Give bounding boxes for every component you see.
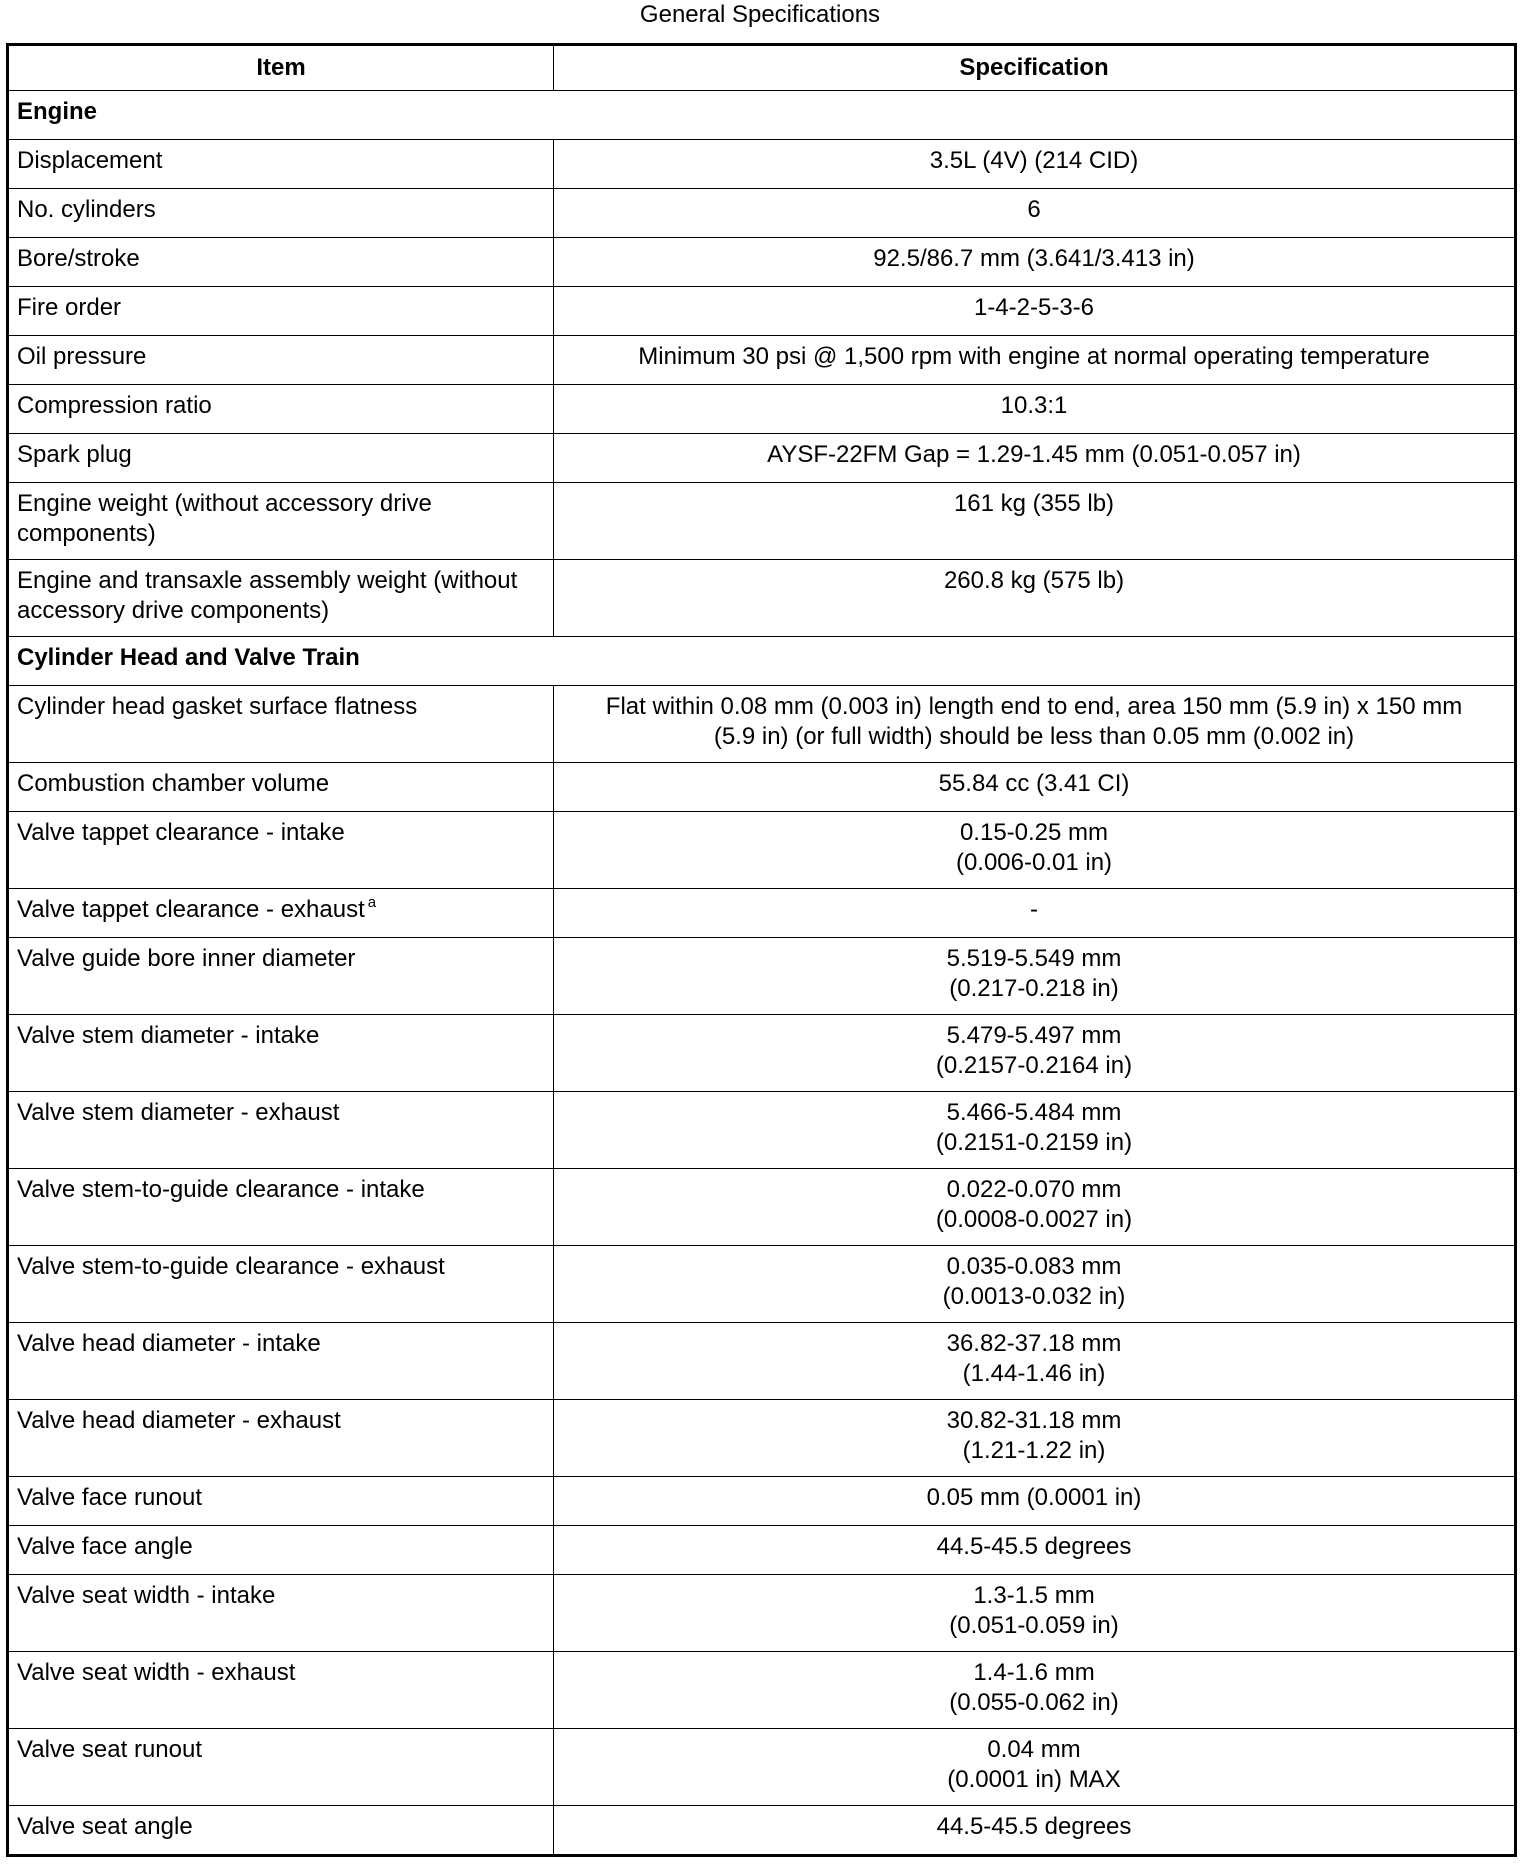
item-text — [17, 489, 545, 519]
table-row — [8, 1400, 1516, 1477]
table-row — [8, 1015, 1516, 1092]
item-text — [17, 1252, 545, 1282]
table-row — [8, 1323, 1516, 1400]
table-row — [8, 1246, 1516, 1323]
specification-text: 161 kg (355 lb) — [953, 490, 1115, 517]
item-cell — [8, 938, 554, 1015]
specification-cell — [554, 889, 1516, 938]
specification-text: (0.0001 in) MAX — [947, 1766, 1121, 1793]
specification-text: 1-4-2-5-3-6 — [973, 294, 1095, 321]
table-row — [8, 140, 1516, 189]
specification-text: (0.055-0.062 in) — [949, 1689, 1119, 1716]
specification-text: 1.4-1.6 mm — [973, 1659, 1095, 1686]
item-text-line: Valve stem diameter - intake — [17, 1022, 320, 1049]
item-text — [17, 895, 545, 925]
specification-text: (0.2151-0.2159 in) — [935, 1129, 1133, 1156]
specification-cell — [554, 336, 1516, 385]
item-text — [17, 1098, 545, 1128]
item-text — [17, 1532, 545, 1562]
specification-text: Flat within 0.08 mm (0.003 in) length end to end, area 150 mm (5.9 in) x 150 mm — [605, 693, 1463, 720]
section-heading: Engine — [8, 91, 1516, 140]
item-text — [17, 944, 545, 974]
table-row — [8, 812, 1516, 889]
table-body — [8, 91, 1516, 1856]
specification-cell — [554, 189, 1516, 238]
specification-text: 0.05 mm (0.0001 in) — [926, 1484, 1142, 1511]
item-cell — [8, 1015, 554, 1092]
item-cell — [8, 1323, 554, 1400]
specification-text: (0.217-0.218 in) — [949, 975, 1119, 1002]
specification-text: 10.3:1 — [1000, 392, 1068, 419]
specification-text: 5.466-5.484 mm — [946, 1099, 1122, 1126]
specification-cell — [554, 1246, 1516, 1323]
item-text-line: Combustion chamber volume — [17, 770, 330, 797]
item-text — [17, 440, 545, 470]
specification-text: 5.479-5.497 mm — [946, 1022, 1122, 1049]
item-text-line: Valve guide bore inner diameter — [17, 945, 356, 972]
specification-text: 44.5-45.5 degrees — [936, 1533, 1132, 1560]
item-text — [17, 1483, 545, 1513]
table-row — [8, 1092, 1516, 1169]
table-row — [8, 1526, 1516, 1575]
specification-text: 0.035-0.083 mm — [946, 1253, 1122, 1280]
section-heading: Cylinder Head and Valve Train — [8, 637, 1516, 686]
item-text-line: Valve head diameter - exhaust — [17, 1407, 341, 1434]
specification-text: 0.04 mm — [987, 1736, 1081, 1763]
item-cell — [8, 1246, 554, 1323]
table-row — [8, 938, 1516, 1015]
specification-cell — [554, 1652, 1516, 1729]
item-cell — [8, 140, 554, 189]
item-text — [17, 692, 545, 722]
specification-text: 55.84 cc (3.41 CI) — [938, 770, 1130, 797]
item-cell — [8, 763, 554, 812]
item-text-line: Displacement — [17, 147, 163, 174]
specification-cell — [554, 238, 1516, 287]
specification-cell — [554, 763, 1516, 812]
item-text — [17, 596, 545, 626]
specification-text: 0.15-0.25 mm — [959, 819, 1109, 846]
item-text — [17, 342, 545, 372]
item-text-line: Valve seat runout — [17, 1736, 203, 1763]
item-text — [17, 1175, 545, 1205]
item-text — [17, 1581, 545, 1611]
item-text-line: Oil pressure — [17, 343, 147, 370]
specification-cell — [554, 1575, 1516, 1652]
table-row — [8, 763, 1516, 812]
item-text — [17, 769, 545, 799]
table-row — [8, 1806, 1516, 1856]
specification-column-header: Specification — [554, 45, 1516, 91]
item-text-line: Valve stem diameter - exhaust — [17, 1099, 340, 1126]
item-cell — [8, 189, 554, 238]
item-text-line: Valve tappet clearance - intake — [17, 819, 345, 846]
section-row — [8, 637, 1516, 686]
item-cell — [8, 1092, 554, 1169]
item-text — [17, 1658, 545, 1688]
specification-cell — [554, 1323, 1516, 1400]
document-title: General Specifications — [639, 1, 881, 28]
item-cell — [8, 1400, 554, 1477]
item-text — [17, 1735, 545, 1765]
item-cell — [8, 1169, 554, 1246]
item-text — [17, 566, 545, 596]
item-cell — [8, 889, 554, 938]
specification-cell — [554, 1729, 1516, 1806]
specification-text: 5.519-5.549 mm — [946, 945, 1122, 972]
item-text-line: Valve stem-to-guide clearance - exhaust — [17, 1253, 445, 1280]
specification-cell — [554, 686, 1516, 763]
specification-text: 30.82-31.18 mm — [946, 1407, 1122, 1434]
specification-text: 1.3-1.5 mm — [973, 1582, 1095, 1609]
table-row — [8, 385, 1516, 434]
item-cell — [8, 1575, 554, 1652]
specification-cell — [554, 1806, 1516, 1856]
item-text — [17, 293, 545, 323]
table-row — [8, 560, 1516, 637]
section-row — [8, 91, 1516, 140]
item-text — [17, 391, 545, 421]
item-text-line: Engine and transaxle assembly weight (without — [17, 567, 518, 594]
footnote-marker: a — [367, 894, 377, 911]
item-text-line: Fire order — [17, 294, 122, 321]
item-text — [17, 1812, 545, 1842]
specification-text: - — [1030, 896, 1038, 923]
specification-text: 6 — [1027, 196, 1041, 223]
table-row — [8, 434, 1516, 483]
item-text-line: No. cylinders — [17, 196, 156, 223]
item-text-line: Engine weight (without accessory drive — [17, 490, 432, 517]
item-text — [17, 146, 545, 176]
specification-text: 0.022-0.070 mm — [946, 1176, 1122, 1203]
specification-text: (1.21-1.22 in) — [962, 1437, 1106, 1464]
specification-cell — [554, 1092, 1516, 1169]
item-text-line: accessory drive components) — [17, 597, 330, 624]
item-cell — [8, 1477, 554, 1526]
item-text-line: Valve seat width - intake — [17, 1582, 276, 1609]
specification-text: Minimum 30 psi @ 1,500 rpm with engine at normal operating temperature — [638, 343, 1430, 370]
item-text — [17, 1329, 545, 1359]
specification-cell — [554, 812, 1516, 889]
specification-cell — [554, 1400, 1516, 1477]
item-cell — [8, 1526, 554, 1575]
specification-text: 3.5L (4V) (214 CID) — [929, 147, 1139, 174]
specification-text: 92.5/86.7 mm (3.641/3.413 in) — [873, 245, 1195, 272]
table-row — [8, 189, 1516, 238]
item-cell — [8, 483, 554, 560]
specification-cell — [554, 385, 1516, 434]
item-text-line: Compression ratio — [17, 392, 212, 419]
specification-cell — [554, 1169, 1516, 1246]
specification-cell — [554, 1526, 1516, 1575]
table-row — [8, 686, 1516, 763]
specification-text: 260.8 kg (575 lb) — [943, 567, 1125, 594]
item-text-line: Valve seat angle — [17, 1813, 193, 1840]
item-text-line: Valve stem-to-guide clearance - intake — [17, 1176, 425, 1203]
specification-text: 36.82-37.18 mm — [946, 1330, 1122, 1357]
table-row — [8, 336, 1516, 385]
table-row — [8, 1575, 1516, 1652]
item-text-line: Spark plug — [17, 441, 132, 468]
specification-text: 44.5-45.5 degrees — [936, 1813, 1132, 1840]
item-cell — [8, 1652, 554, 1729]
specification-text: (1.44-1.46 in) — [962, 1360, 1106, 1387]
specification-text: (0.2157-0.2164 in) — [935, 1052, 1133, 1079]
specification-text: (0.0013-0.032 in) — [942, 1283, 1126, 1310]
specification-text: (0.051-0.059 in) — [949, 1612, 1119, 1639]
table-row — [8, 238, 1516, 287]
specification-text: (0.0008-0.0027 in) — [935, 1206, 1133, 1233]
specification-cell — [554, 434, 1516, 483]
specification-cell — [554, 1015, 1516, 1092]
item-text-line: Cylinder head gasket surface flatness — [17, 693, 418, 720]
item-text-line: Bore/stroke — [17, 245, 140, 272]
item-text — [17, 1406, 545, 1436]
specification-text: (5.9 in) (or full width) should be less than 0.05 mm (0.002 in) — [713, 723, 1355, 750]
item-cell — [8, 287, 554, 336]
table-row — [8, 287, 1516, 336]
item-text — [17, 244, 545, 274]
item-cell — [8, 336, 554, 385]
specification-text: AYSF-22FM Gap = 1.29-1.45 mm (0.051-0.057 in) — [767, 441, 1301, 468]
item-text — [17, 818, 545, 848]
table-row — [8, 483, 1516, 560]
table-row — [8, 1652, 1516, 1729]
specification-cell — [554, 140, 1516, 189]
item-cell — [8, 1729, 554, 1806]
specification-text: (0.006-0.01 in) — [955, 849, 1113, 876]
item-cell — [8, 1806, 554, 1856]
item-cell — [8, 560, 554, 637]
specification-cell — [554, 560, 1516, 637]
specifications-table — [6, 43, 1517, 1857]
item-text-line: Valve tappet clearance - exhaust — [17, 896, 365, 923]
item-text-line: components) — [17, 520, 156, 547]
item-text — [17, 519, 545, 549]
table-header-row — [8, 45, 1516, 91]
item-column-header: Item — [8, 45, 554, 91]
item-text — [17, 195, 545, 225]
item-cell — [8, 686, 554, 763]
table-row — [8, 1169, 1516, 1246]
item-cell — [8, 385, 554, 434]
table-row — [8, 1729, 1516, 1806]
item-text-line: Valve head diameter - intake — [17, 1330, 321, 1357]
item-cell — [8, 238, 554, 287]
item-text — [17, 1021, 545, 1051]
item-text-line: Valve face angle — [17, 1533, 193, 1560]
item-text-line: Valve face runout — [17, 1484, 203, 1511]
specification-cell — [554, 938, 1516, 1015]
item-cell — [8, 812, 554, 889]
specification-cell — [554, 287, 1516, 336]
item-text-line: Valve seat width - exhaust — [17, 1659, 296, 1686]
table-row — [8, 889, 1516, 938]
specification-cell — [554, 483, 1516, 560]
table-row — [8, 1477, 1516, 1526]
specification-cell — [554, 1477, 1516, 1526]
item-cell — [8, 434, 554, 483]
